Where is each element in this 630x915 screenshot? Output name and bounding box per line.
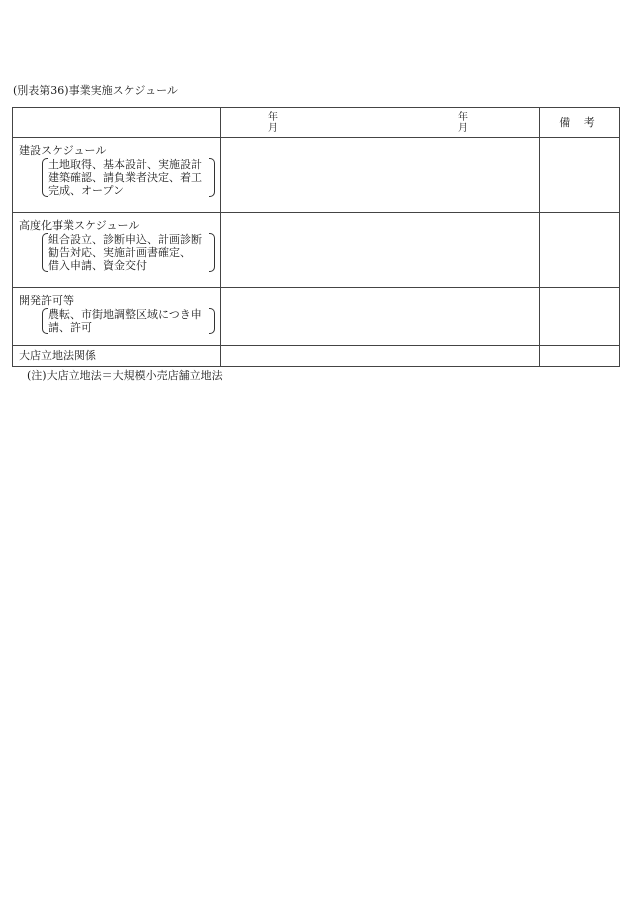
period-start xyxy=(268,112,278,134)
item-title: 開発許可等 xyxy=(19,294,74,307)
period-cell xyxy=(221,213,540,288)
item-title: 建設スケジュール xyxy=(19,144,107,157)
item-cell-advancement xyxy=(13,213,221,288)
table-row xyxy=(13,288,620,346)
detail-line: 借入申請、資金交付 xyxy=(48,259,147,272)
header-item-cell xyxy=(13,108,221,138)
header-period-cell xyxy=(221,108,540,138)
period-end-month: 月 xyxy=(458,123,468,134)
period-cell xyxy=(221,346,540,367)
footnote: (注)大店立地法＝大規模小売店舗立地法 xyxy=(27,369,223,382)
detail-line: 建築確認、請負業者決定、着工 xyxy=(48,171,202,184)
schedule-table xyxy=(12,107,620,367)
detail-line: 勧告対応、実施計画書確定、 xyxy=(48,246,191,259)
detail-line: 組合設立、診断申込、計画診断 xyxy=(48,233,202,246)
remarks-cell xyxy=(540,288,620,346)
item-details xyxy=(42,158,215,197)
table-header-row xyxy=(13,108,620,138)
detail-line: 請、許可 xyxy=(48,321,92,334)
item-cell-construction xyxy=(13,138,221,213)
period-start-month: 月 xyxy=(268,123,278,134)
period-end-year: 年 xyxy=(458,112,468,123)
item-title: 高度化事業スケジュール xyxy=(19,219,140,232)
remarks-cell xyxy=(540,213,620,288)
remarks-cell xyxy=(540,346,620,367)
remarks-cell xyxy=(540,138,620,213)
detail-line: 農転、市街地調整区域につき申 xyxy=(48,308,202,321)
detail-line: 完成、オープン xyxy=(48,184,125,197)
document-caption: (別表第36)事業実施スケジュール xyxy=(13,84,178,97)
period-cell xyxy=(221,288,540,346)
table-row xyxy=(13,213,620,288)
item-cell-large-store-law: 大店立地法関係 xyxy=(13,346,221,367)
item-details xyxy=(42,308,215,334)
item-details xyxy=(42,233,215,272)
item-cell-development-permit xyxy=(13,288,221,346)
period-start-year: 年 xyxy=(268,112,278,123)
table-row xyxy=(13,138,620,213)
header-remarks-cell: 備 考 xyxy=(540,108,620,138)
detail-line: 土地取得、基本設計、実施設計 xyxy=(48,158,202,171)
period-cell xyxy=(221,138,540,213)
table-row xyxy=(13,346,620,367)
period-end xyxy=(458,112,468,134)
